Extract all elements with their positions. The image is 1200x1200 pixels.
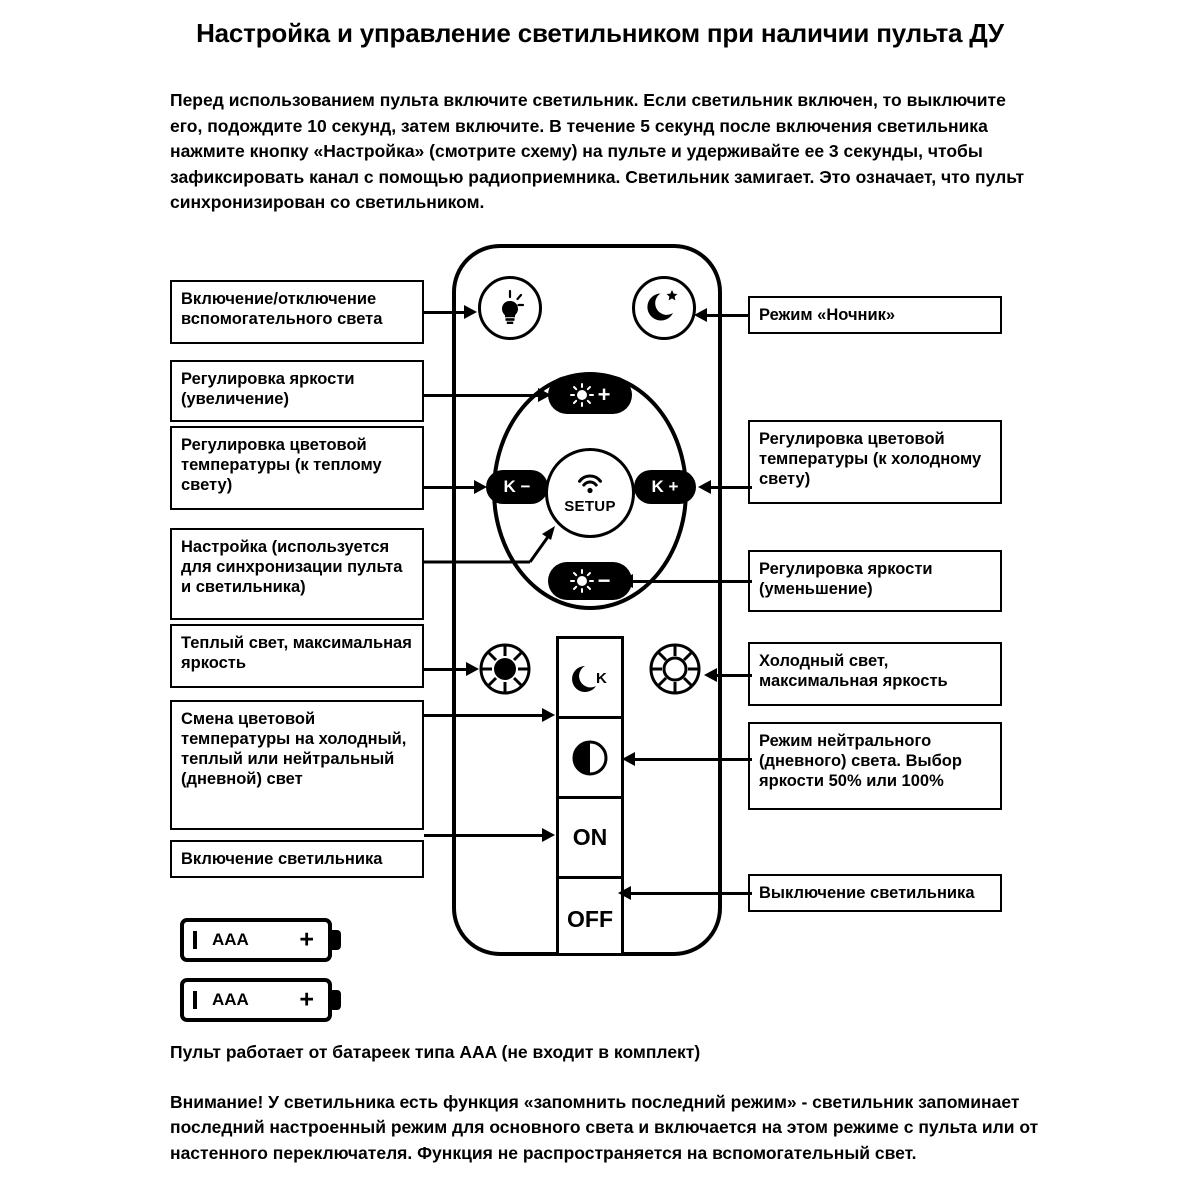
arrow-aux-light bbox=[424, 305, 478, 319]
callout-warm-max bbox=[170, 624, 424, 688]
callout-text: Режим нейтрального (дневного) света. Выбор яркости 50% или 100% bbox=[759, 732, 962, 791]
battery-positive-terminal bbox=[330, 930, 341, 950]
color-cycle-button[interactable] bbox=[559, 639, 621, 719]
kelvin-plus-label: K + bbox=[651, 477, 679, 496]
arrow-color-cycle bbox=[424, 708, 558, 722]
intro-paragraph: Перед использованием пульта включите светильник. Если светильник включен, то выключите его, подождите 10 секунд, затем включите. В течение 5 секунд после включения светильника нажмите кнопку «Настройка» (смотрите схему) на пульте и удерживайте ее 3 секунды, чтобы зафиксировать канал с помощью радиоприемника. Светильник замигает. Это означает, что пульт синхронизирован со светильником. bbox=[170, 90, 1025, 213]
brightness-down-label: − bbox=[597, 568, 611, 594]
warm-max-button[interactable] bbox=[474, 638, 536, 700]
night-mode-button[interactable] bbox=[632, 276, 696, 340]
brightness-up-button[interactable] bbox=[548, 376, 632, 414]
battery-1 bbox=[180, 918, 332, 962]
arrow-color-temp-warm bbox=[424, 480, 490, 494]
sun-filled-icon bbox=[570, 383, 594, 407]
attention-note: Внимание! У светильника есть функция «запомнить последний режим» - светильник запоминает последний настроенный режим для основного света и включается на этом режиме с пульта или от настенного переключателя. Функция не распространяется на вспомогательный свет. bbox=[170, 1092, 1039, 1163]
callout-color-temp-warm bbox=[170, 426, 424, 510]
moon-star-icon bbox=[641, 285, 687, 331]
battery-note: Пульт работает от батареек типа AAA (не входит в комплект) bbox=[170, 1042, 701, 1062]
callout-lamp-off bbox=[748, 874, 1002, 912]
arrow-brightness-up bbox=[424, 388, 554, 402]
kelvin-minus-label: K − bbox=[503, 477, 531, 496]
battery-plus-sign: + bbox=[299, 925, 314, 954]
battery-plus-sign: + bbox=[299, 985, 314, 1014]
cold-max-button[interactable] bbox=[644, 638, 706, 700]
arrow-night-mode bbox=[694, 308, 752, 322]
arrow-warm-max bbox=[424, 662, 480, 676]
wifi-icon bbox=[572, 471, 608, 497]
battery-negative-terminal bbox=[193, 991, 197, 1009]
arrow-neutral-mode bbox=[622, 752, 752, 766]
half-circle-icon bbox=[569, 737, 611, 779]
lamp-on-button[interactable]: ON bbox=[559, 799, 621, 879]
page-title: Настройка и управление светильником при наличии пульта ДУ bbox=[196, 18, 1004, 48]
sun-outline-icon bbox=[644, 638, 706, 700]
keypad bbox=[556, 636, 624, 956]
svg-text:K: K bbox=[596, 669, 607, 687]
bulb-icon bbox=[490, 288, 530, 328]
callout-color-temp-cold bbox=[748, 420, 1002, 504]
callout-neutral-mode bbox=[748, 722, 1002, 810]
arrow-color-temp-cold bbox=[698, 480, 752, 494]
callout-lamp-on bbox=[170, 840, 424, 878]
kelvin-plus-button[interactable] bbox=[634, 470, 696, 504]
callout-text: Включение светильника bbox=[181, 850, 383, 868]
sun-filled-icon bbox=[570, 569, 594, 593]
battery-positive-terminal bbox=[330, 990, 341, 1010]
brightness-up-label: + bbox=[597, 382, 611, 407]
callout-brightness-up bbox=[170, 360, 424, 422]
callout-aux-light-toggle bbox=[170, 280, 424, 344]
battery-2 bbox=[180, 978, 332, 1022]
callout-text: Теплый свет, максимальная яркость bbox=[181, 634, 412, 673]
battery-negative-terminal bbox=[193, 931, 197, 949]
callout-brightness-down bbox=[748, 550, 1002, 612]
aux-light-button[interactable] bbox=[478, 276, 542, 340]
callout-text: Регулировка яркости (увеличение) bbox=[181, 370, 355, 409]
callout-text: Включение/отключение вспомогательного света bbox=[181, 290, 383, 329]
neutral-mode-button[interactable] bbox=[559, 719, 621, 799]
arrow-brightness-down bbox=[620, 574, 752, 588]
sun-filled-icon bbox=[474, 638, 536, 700]
callout-cold-max bbox=[748, 642, 1002, 706]
arrow-setup bbox=[424, 500, 564, 570]
battery-label: AAA bbox=[212, 990, 249, 1009]
callout-text: Выключение светильника bbox=[759, 884, 975, 902]
callout-text: Холодный свет, максимальная яркость bbox=[759, 652, 948, 691]
callout-text: Регулировка цветовой температуры (к холодному свету) bbox=[759, 430, 982, 489]
arrow-lamp-on bbox=[424, 828, 558, 842]
setup-label: SETUP bbox=[564, 498, 616, 515]
arrow-line bbox=[424, 500, 564, 570]
callout-color-temp-cycle bbox=[170, 700, 424, 830]
callout-text: Регулировка цветовой температуры (к теплому свету) bbox=[181, 436, 382, 495]
lamp-off-button[interactable]: OFF bbox=[567, 905, 613, 932]
battery-label: AAA bbox=[212, 930, 249, 949]
callout-text: Смена цветовой температуры на холодный, теплый или нейтральный (дневной) свет bbox=[181, 710, 407, 789]
kelvin-minus-button[interactable] bbox=[486, 470, 548, 504]
callout-setup-sync bbox=[170, 528, 424, 620]
arrow-cold-max bbox=[704, 668, 752, 682]
callout-text: Регулировка яркости (уменьшение) bbox=[759, 560, 933, 599]
callout-text: Настройка (используется для синхронизации пульта и светильника) bbox=[181, 538, 403, 597]
callout-night-mode bbox=[748, 296, 1002, 334]
callout-text: Режим «Ночник» bbox=[759, 306, 896, 324]
moon-k-icon bbox=[568, 656, 612, 700]
arrow-lamp-off bbox=[618, 886, 752, 900]
